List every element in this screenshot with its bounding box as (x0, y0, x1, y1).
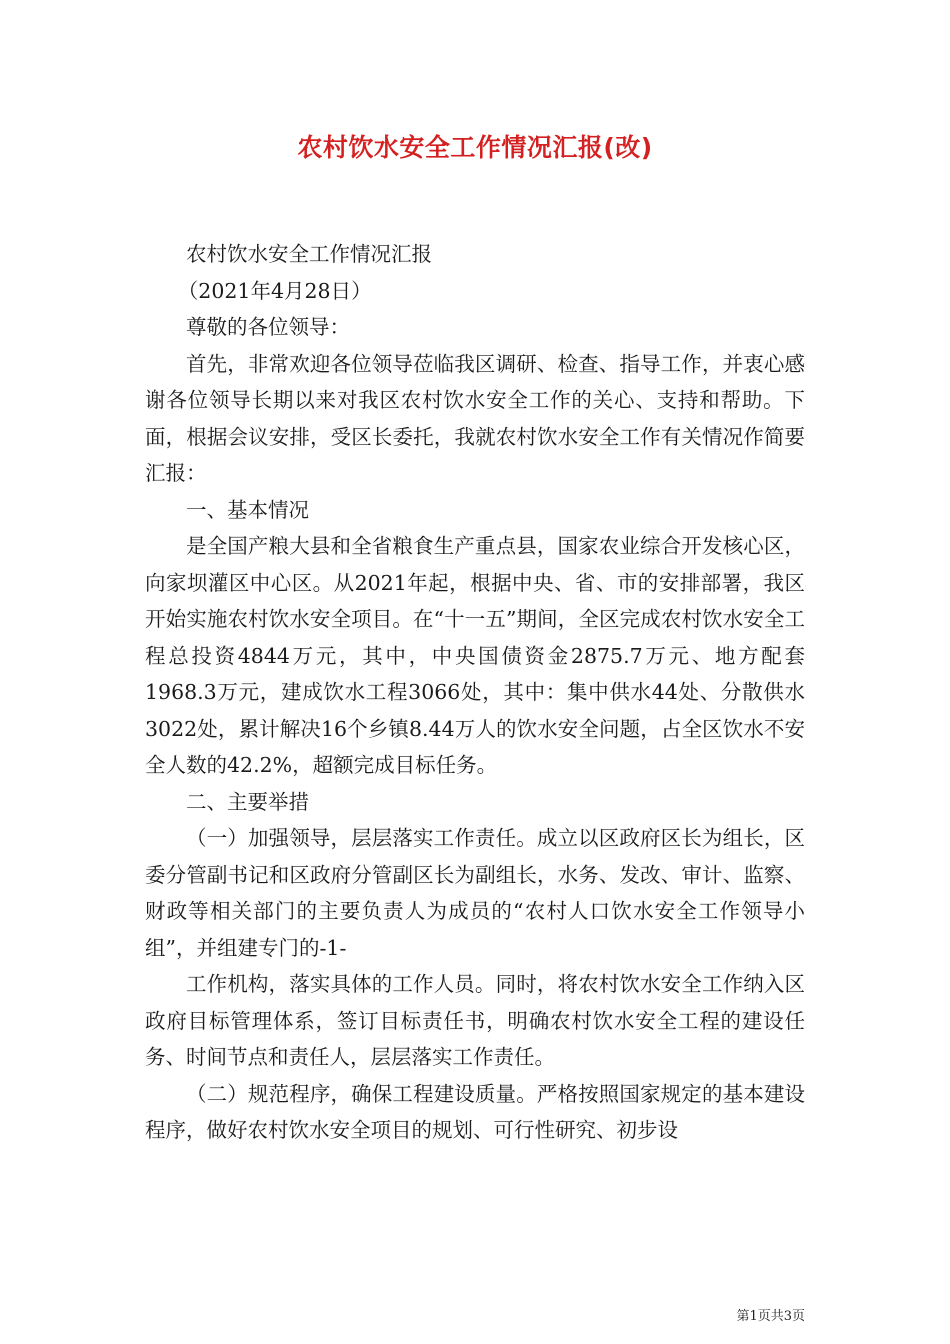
salutation: 尊敬的各位领导： (186, 315, 350, 339)
report-heading: 农村饮水安全工作情况汇报 (186, 242, 432, 266)
page-number: 第1页共3页 (736, 1309, 805, 1324)
section-heading-measures: 二、主要举措 (186, 789, 309, 814)
intro-paragraph: 首先，非常欢迎各位领导莅临我区调研、检查、指导工作，并衷心感谢各位领导长期以来对我区农村饮水安全工作的关心、支持和帮助。下面，根据会议安排，受区长委托，我就农村饮水安全工作有关情况作简要汇报： (145, 351, 805, 485)
measure-one-continued: 工作机构，落实具体的工作人员。同时，将农村饮水安全工作纳入区政府目标管理体系，签订目标责任书，明确农村饮水安全工程的建设任务、时间节点和责任人，层层落实工作责任。 (145, 972, 805, 1069)
measure-one-paragraph: （一）加强领导，层层落实工作责任。成立以区政府区长为组长，区委分管副书记和区政府分管副区长为副组长，水务、发改、审计、监察、财政等相关部门的主要负责人为成员的“农村人口饮水安全工作领导小组”，并组建专门的-1- (145, 826, 805, 960)
document-body (145, 236, 805, 1149)
page-title: 农村饮水安全工作情况汇报(改) (297, 133, 653, 162)
basic-situation-paragraph: 是全国产粮大县和全省粮食生产重点县，国家农业综合开发核心区，向家坝灌区中心区。从2021年起，根据中央、省、市的安排部署，我区开始实施农村饮水安全项目。在“十一五”期间，全区完成农村饮水安全工程总投资4844万元，其中，中央国债资金2875.7万元、地方配套1968.3万元，建成饮水工程3066处，其中：集中供水44处、分散供水3022处，累计解决16个乡镇8.44万人的饮水安全问题，占全区饮水不安全人数的42.2%，超额完成目标任务。 (145, 534, 805, 777)
measure-two-paragraph: （二）规范程序，确保工程建设质量。严格按照国家规定的基本建设程序，做好农村饮水安全项目的规划、可行性研究、初步设 (145, 1081, 805, 1142)
report-date: （2021年4月28日） (177, 278, 372, 303)
section-heading-basic: 一、基本情况 (186, 497, 309, 522)
